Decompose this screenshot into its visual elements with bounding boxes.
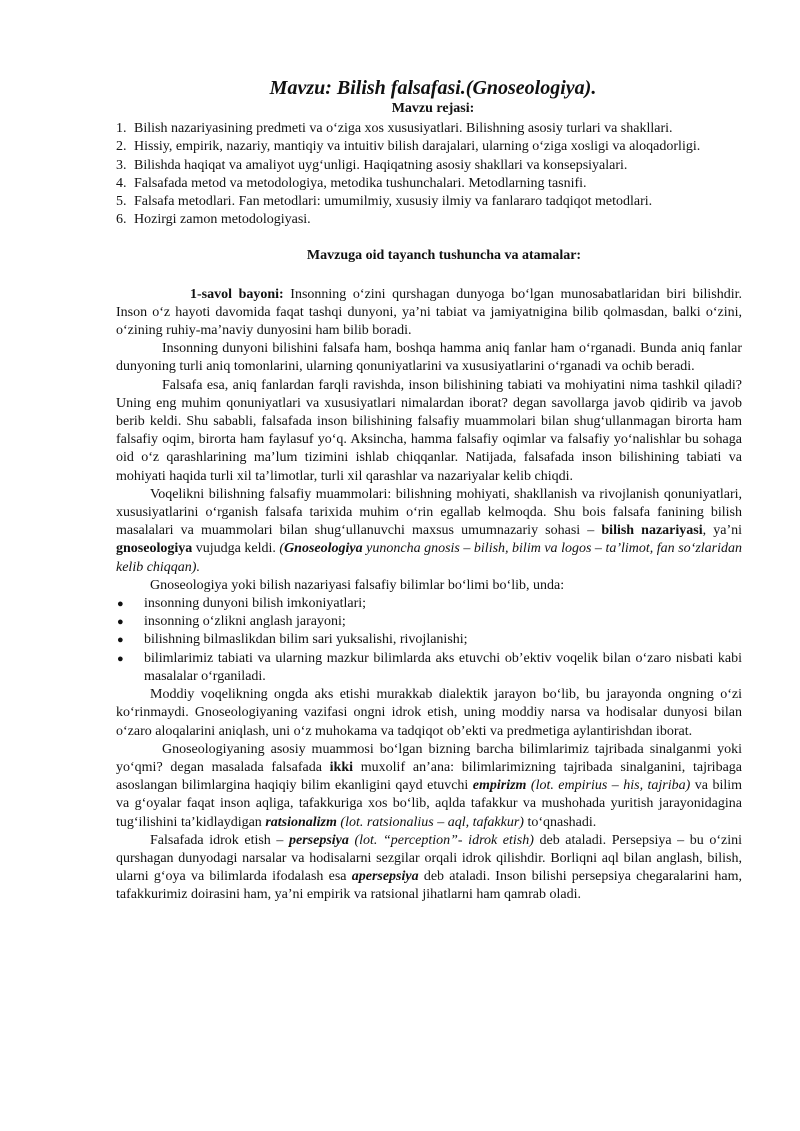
paragraph: Gnoseologiya yoki bilish nazariyasi falsafiy bilimlar bo‘limi bo‘lib, unda: bbox=[150, 577, 565, 593]
list-item: ● insonning o‘zlikni anglash jarayoni; bbox=[116, 613, 742, 631]
plan-item: 1. Bilish nazariyasining predmeti va o‘ziga xos xususiyatlari. Bilishning asosiy turlari va shakllari. bbox=[116, 121, 673, 137]
bullet-list bbox=[116, 595, 742, 686]
plan-item: 5. Falsafa metodlari. Fan metodlari: umumilmiy, xususiy ilmiy va fanlararo tadqiqot metodlari. bbox=[116, 194, 653, 210]
list-item: ● bilishning bilmaslikdan bilim sari yuksalishi, rivojlanishi; bbox=[116, 631, 742, 649]
term-bold-italic: Gnoseologiya bbox=[284, 541, 363, 557]
plan-item: 3. Bilishda haqiqat va amaliyot uyg‘unligi. Haqiqatning asosiy shakllari va konsepsiyalari. bbox=[116, 157, 628, 173]
term-bold-italic: ratsionalizm bbox=[265, 814, 337, 830]
term-bold-italic: persepsiya bbox=[289, 832, 349, 848]
paragraph: Voqelikni bilishning falsafiy muammolari: bilishning mohiyati, shakllanish va rivojlanish qonuniyatlari, xususiyatlarini o‘rganish falsafa tarixida muhim o‘rin egallab kelmoqda. Shu bois falsafa fanining bilish masalalari va muammolari bilan shug‘ullanuvchi maxsus umumnazariy sohasi – bilish nazariyasi, ya’ni gnoseologiya vujudga keldi. (Gnoseologiya yunoncha gnosis – bilish, bilim va logos – ta’limot, fan so‘zlaridan kelib chiqqan). bbox=[116, 486, 743, 575]
paragraph: Insonning dunyoni bilishini falsafa ham, boshqa hamma aniq fanlar ham o‘rganadi. Bunda aniq fanlar dunyoning turli aniq tomonlarini, ularning qonuniyatlarini va xususiyatlarini o‘rganadi va ochib beradi. bbox=[116, 341, 742, 375]
paragraph: Moddiy voqelikning ongda aks etishi murakkab dialektik jarayon bo‘lib, bu jarayonda ongning o‘zi ko‘rinmaydi. Gnoseologiyaning vazifasi ongni idrok etish, uning moddiy narsa va hodisalar dunyosi bilan o‘zaro aloqalarini aniqlash, uni o‘z muhokama va tadqiqot ob’ekti va predmetiga aylantirishdan iborat. bbox=[116, 687, 742, 739]
paragraph: Falsafada idrok etish – persepsiya (lot. “perception”- idrok etish) deb ataladi. Persepsiya – bu o‘zini qurshagan dunyodagi narsalar va hodisalarni sezgilar orqali idrok qilishdir. Borliqni aql bilan anglash, bilish, ularni g‘oya va bilimlarda ifodalash esa apersepsiya deb ataladi. Inson bilishi persepsiya chegaralarini ham, tafakkurimiz doirasini ham, ya’ni empirik va ratsional jihatlarni ham qamrab oladi. bbox=[116, 832, 742, 903]
list-item: ● insonning dunyoni bilish imkoniyatlari; bbox=[116, 595, 742, 613]
list-item: ● bilimlarimiz tabiati va ularning mazkur bilimlarda aks etuvchi ob’ektiv voqelik bilan o‘zaro nisbati kabi masalalar o‘rganiladi. bbox=[116, 650, 742, 686]
plan-list bbox=[116, 120, 742, 229]
plan-item: 4. Falsafada metod va metodologiya, metodika tushunchalari. Metodlarning tasnifi. bbox=[116, 175, 587, 191]
term-bold: gnoseologiya bbox=[116, 541, 193, 557]
plan-heading: Mavzu rejasi: bbox=[391, 101, 475, 116]
bullet-icon: ● bbox=[117, 616, 124, 629]
plan-item: 2. Hissiy, empirik, nazariy, mantiqiy va intuitiv bilish darajalari, ularning o‘ziga xosligi va aloqadorligi. bbox=[116, 139, 701, 155]
term-bold-italic: apersepsiya bbox=[351, 869, 419, 885]
document-title: Mavzu: Bilish falsafasi.(Gnoseologiya). bbox=[269, 77, 597, 99]
bullet-icon: ● bbox=[117, 652, 124, 665]
bullet-icon: ● bbox=[117, 634, 124, 647]
paragraph: Falsafa esa, aniq fanlardan farqli ravishda, inson bilishining tabiati va mohiyatini nima tashkil qiladi? Uning eng muhim qonuniyatlari va xususiyatlari nimalardan iborat? degan savollarga javob qidirib va javob berib keldi. Shu sababli, falsafada inson bilishining falsafiy muammolari bilan shug‘ullanmagan birorta ham falsafiy oqim, birorta ham faylasuf yo‘q. Aksincha, hamma falsafiy oqimlar va falsafiy yo‘nalishlar bu sohaga oid o‘z qarashlarining ma’lum tizimini ishlab chiqqanlar. Natijada, falsafada inson bilishining tabiati va mohiyati haqida turli xil ta’limotlar, turli xil qarashlar va nazariyalar kelib chiqdi. bbox=[116, 377, 742, 484]
term-bold: ikki bbox=[329, 759, 354, 775]
paragraph: Gnoseologiyaning asosiy muammosi bo‘lgan bizning barcha bilimlarimiz tajribada sinalganmi yoki yo‘qmi? degan masalada falsafada ikki muxolif an’ana: bilimlarimizning tajribada sinalganini, tajribaga asoslangan bilimlargina haqiqiy bilim ekanligini qayd etuvchi empirizm (lot. empirius – his, tajriba) va bilim va g‘oyalar faqat inson aqliga, tafakkuriga xos bo‘lib, aqlda tafakkur va mushohada yuritish jarayonidagina tug‘ilishini ta’kidlaydigan ratsionalizm (lot. ratsionalius – aql, tafakkur) to‘qnashadi. bbox=[116, 741, 743, 830]
document-page bbox=[116, 76, 742, 905]
plan-item: 6. Hozirgi zamon metodologiyasi. bbox=[116, 212, 311, 228]
bullet-icon: ● bbox=[117, 598, 124, 611]
paragraph: 1-savol bayoni: Insonning o‘zini qurshagan dunyoga bo‘lgan munosabatlaridan biri bilishdir. Inson o‘z hayoti davomida faqat tashqi dunyoni, ya’ni tabiat va jamiyatnigina bilib qolmasdan, balki o‘zini, o‘zining ruhiy-ma’naviy dunyosini ham bilib boradi. bbox=[116, 286, 742, 339]
question-lead: 1-savol bayoni: bbox=[190, 286, 284, 302]
term-bold-italic: empirizm bbox=[472, 778, 527, 794]
term-bold: bilish nazariyasi bbox=[601, 523, 703, 539]
terms-heading: Mavzuga oid tayanch tushuncha va atamalar: bbox=[306, 248, 582, 264]
